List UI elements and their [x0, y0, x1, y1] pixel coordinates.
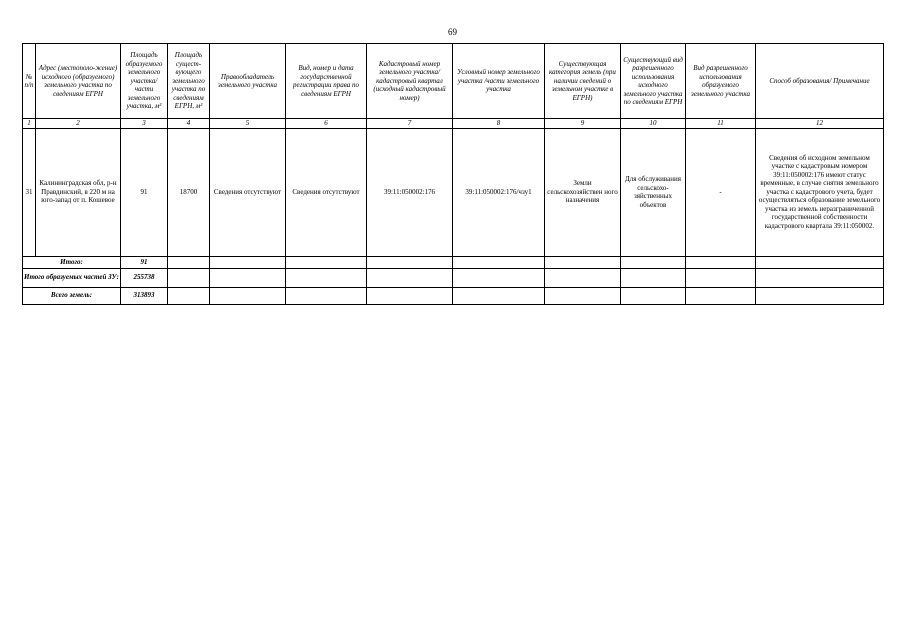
header-cell-12: Способ образования/ Примечание	[756, 44, 884, 119]
column-number: 10	[621, 119, 686, 129]
header-cell-9: Существующая категория земель (при наличии сведений о земельном участке в ЕГРН)	[545, 44, 621, 119]
column-number: 11	[686, 119, 756, 129]
cell-owner: Сведения отсутствуют	[210, 128, 286, 256]
column-number: 2	[36, 119, 121, 129]
summary-row	[23, 287, 884, 304]
column-number: 1	[23, 119, 36, 129]
column-number: 7	[367, 119, 453, 129]
summary-label: Всего земель:	[23, 287, 121, 304]
cell-cadastral-number: 39:11:050002:176	[367, 128, 453, 256]
column-number: 3	[121, 119, 168, 129]
cell-existing-area: 18700	[168, 128, 210, 256]
summary-value: 255738	[121, 268, 168, 287]
cell-registration: Сведения отсутствуют	[286, 128, 367, 256]
column-number-row	[23, 119, 884, 129]
cell-row-number: 31	[23, 128, 36, 256]
column-number: 9	[545, 119, 621, 129]
cell-land-category: Земли сельскохозяйствен ного назначения	[545, 128, 621, 256]
cell-existing-use: Для обслуживания сельскохо-зяйственных объектов	[621, 128, 686, 256]
page-number: 69	[448, 27, 457, 37]
table-row	[23, 128, 884, 256]
cell-address: Калининградская обл, р-н Правдинский, в 220 м на юго-запад от п. Кошевое	[36, 128, 121, 256]
summary-label: Итого образуемых частей ЗУ:	[23, 268, 121, 287]
header-cell-7: Кадастровый номер земельного участка/ кадастровый квартал (исходный кадастровый номер)	[367, 44, 453, 119]
column-number: 6	[286, 119, 367, 129]
header-cell-1: № п/п	[23, 44, 36, 119]
header-row	[23, 44, 884, 119]
column-number: 12	[756, 119, 884, 129]
cell-new-use: -	[686, 128, 756, 256]
land-plot-table	[22, 43, 884, 305]
summary-label: Итого:	[23, 256, 121, 268]
header-cell-4: Площадь сущест-вующего земельного участка по сведениям ЕГРН, м²	[168, 44, 210, 119]
column-number: 8	[453, 119, 545, 129]
header-cell-10: Существующий вид разрешенного использования исходного земельного участка по сведениям ЕГРН	[621, 44, 686, 119]
header-cell-6: Вид, номер и дата государственной регистрации права по сведениям ЕГРН	[286, 44, 367, 119]
summary-value: 91	[121, 256, 168, 268]
cell-new-area: 91	[121, 128, 168, 256]
summary-row	[23, 268, 884, 287]
header-cell-2: Адрес (местополо-жение) исходного (образуемого) земельного участка по сведениям ЕГРН	[36, 44, 121, 119]
cell-conditional-number: 39:11:050002:176/чзу1	[453, 128, 545, 256]
column-number: 5	[210, 119, 286, 129]
cell-note: Сведения об исходном земельном участке с кадастровым номером 39:11:050002:176 имеют статус временные, в случае снятия земельного участка с кадастрового учета, будет осуществляться образование земельного участка из земель неразграниченной государственной собственности кадастрового квартала 39:11:050002.	[756, 128, 884, 256]
summary-row	[23, 256, 884, 268]
column-number: 4	[168, 119, 210, 129]
header-cell-8: Условный номер земельного участка /части земельного участка	[453, 44, 545, 119]
header-cell-11: Вид разрешенного использования образуемого земельного участка	[686, 44, 756, 119]
header-cell-5: Правообладатель земельного участка	[210, 44, 286, 119]
header-cell-3: Площадь образуемого земельного участка/ части земельного участка, м²	[121, 44, 168, 119]
summary-value: 313893	[121, 287, 168, 304]
